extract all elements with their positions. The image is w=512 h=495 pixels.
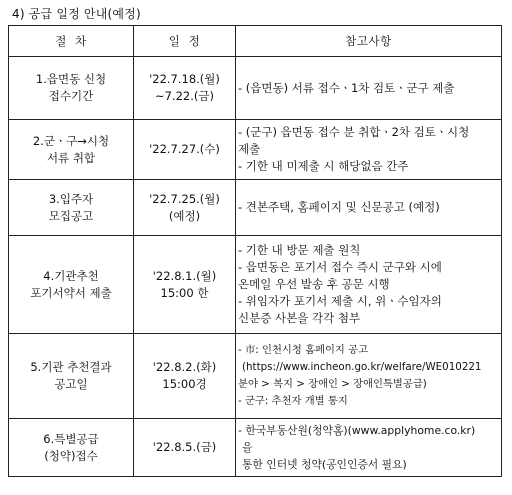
- header-date: 일 정: [134, 26, 236, 57]
- table-row: [9, 334, 502, 419]
- header-notes: 참고사항: [236, 26, 502, 57]
- table-row: [9, 419, 502, 477]
- step-cell: 6.특별공급 (청약)접수: [9, 419, 134, 477]
- step-cell: 3.입주자 모집공고: [9, 180, 134, 236]
- section-heading: 4) 공급 일정 안내(예정): [12, 7, 141, 21]
- notes-cell: - (읍면동) 서류 접수ㆍ1차 검토ㆍ군구 제출: [236, 57, 502, 120]
- step-cell: 4.기관추천 포기서약서 제출: [9, 236, 134, 334]
- notes-cell: - (군구) 읍면동 접수 분 취합ㆍ2차 검토ㆍ시청 제출 - 기한 내 미제출 시 해당없음 간주: [236, 120, 502, 180]
- step-cell: 1.읍면동 신청 접수기간: [9, 57, 134, 120]
- date-cell: '22.7.25.(월) (예정): [134, 180, 236, 236]
- date-cell: '22.7.18.(월) ~7.22.(금): [134, 57, 236, 120]
- notes-cell: - 견본주택, 홈페이지 및 신문공고 (예정): [236, 180, 502, 236]
- schedule-table: [8, 25, 502, 477]
- table-row: [9, 180, 502, 236]
- step-cell: 5.기관 추천결과 공고일: [9, 334, 134, 419]
- step-cell: 2.군ㆍ구→시청 서류 취합: [9, 120, 134, 180]
- notes-cell: - 한국부동산원(청약홈)(www.applyhome.co.kr) 을 통한 인터넷 청약(공인인증서 필요): [236, 419, 502, 477]
- table-row: [9, 120, 502, 180]
- date-cell: '22.8.1.(월) 15:00 한: [134, 236, 236, 334]
- table-row: [9, 236, 502, 334]
- notes-cell: - 市: 인천시청 홈페이지 공고 (https://www.incheon.go.kr/welfare/WE010221 분야 > 복지 > 장애인 > 장애인특별공급) - 군구: 추천자 개별 통지: [236, 334, 502, 419]
- date-cell: '22.7.27.(수): [134, 120, 236, 180]
- header-step: 절 차: [9, 26, 134, 57]
- table-row: [9, 57, 502, 120]
- table-header-row: [9, 26, 502, 57]
- notes-cell: - 기한 내 방문 제출 원칙 - 읍면동은 포기서 접수 즉시 군구와 시에 온메일 우선 발송 후 공문 시행 - 위임자가 포기서 제출 시, 위ㆍ수임자의 신분증 사본을 각각 첨부: [236, 236, 502, 334]
- date-cell: '22.8.5.(금): [134, 419, 236, 477]
- date-cell: '22.8.2.(화) 15:00경: [134, 334, 236, 419]
